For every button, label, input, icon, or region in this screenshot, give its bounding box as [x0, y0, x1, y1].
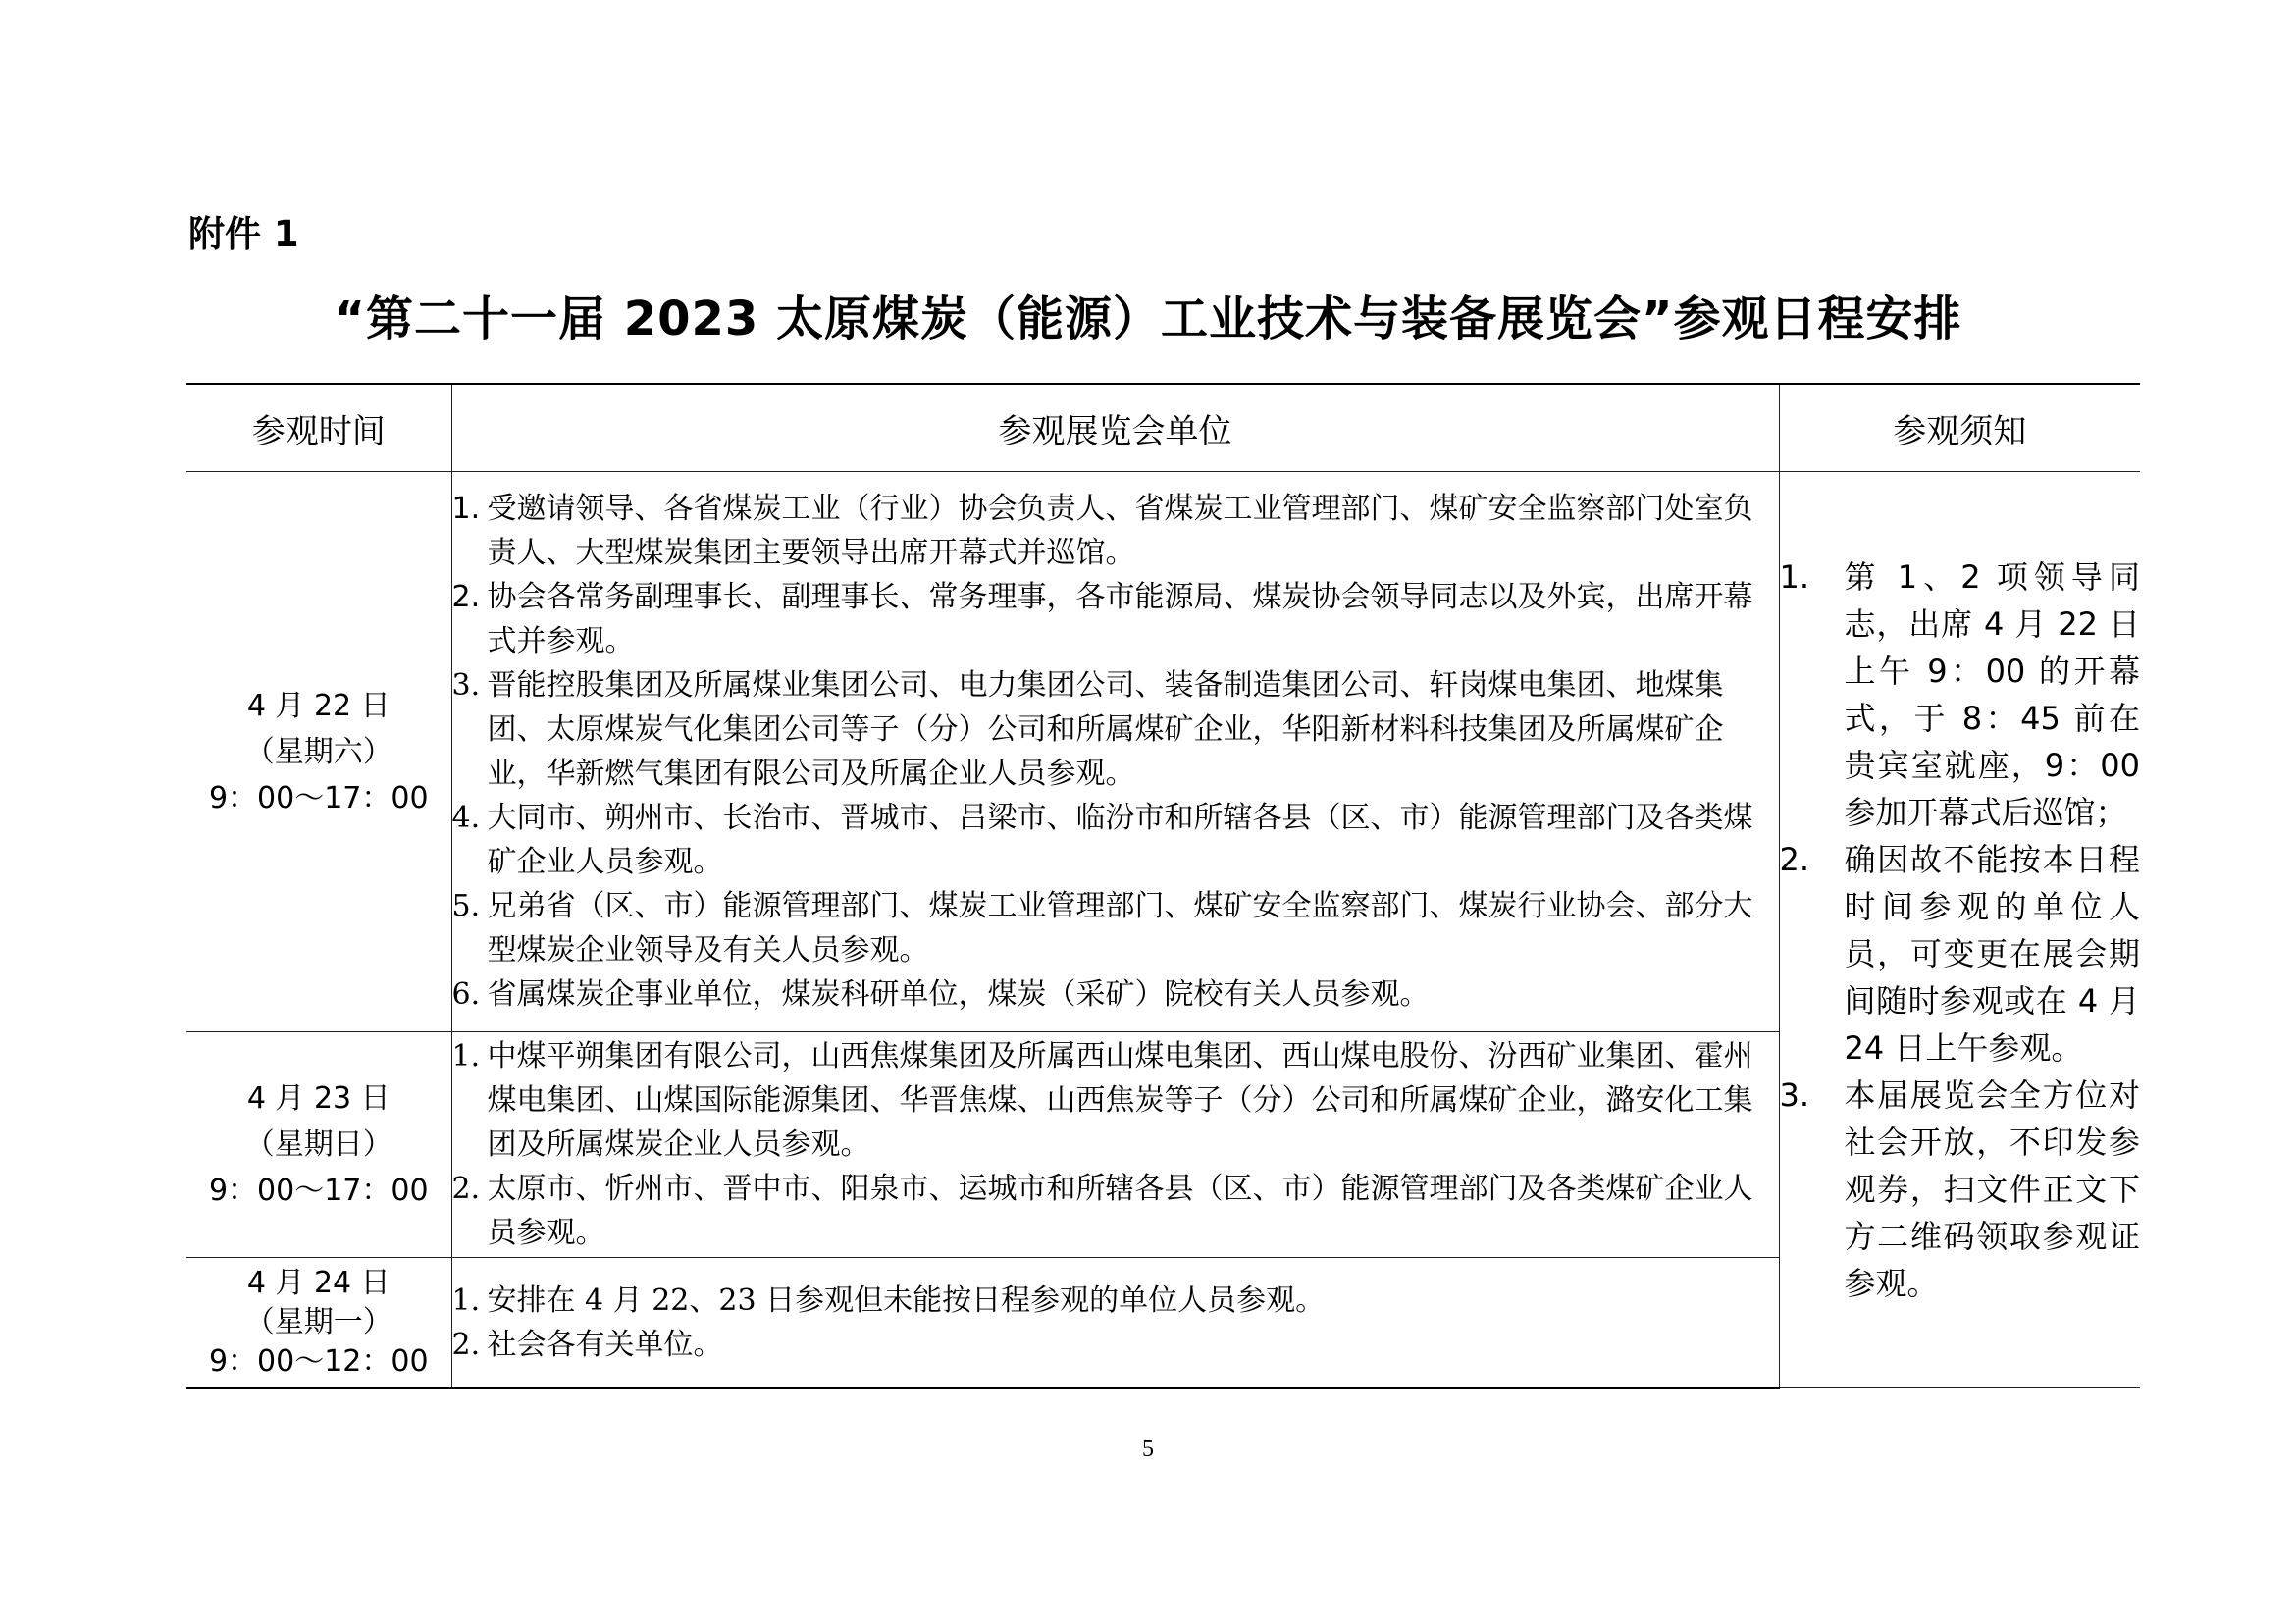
attachment-label: 附件 1: [188, 213, 299, 255]
unit-list: [452, 1279, 1779, 1367]
visit-date: 4 月 23 日: [246, 1081, 391, 1116]
notice-item: 1. 第 1、2 项领导同志，出席 4 月 22 日上午 9：00 的开幕式，于 8：45 前在贵宾室就座，9：00 参加开幕式后巡馆；: [1779, 557, 2140, 831]
page-number: 5: [1142, 1437, 1154, 1462]
units-cell: [451, 1032, 1779, 1258]
header-visit-notice: 参观须知: [1779, 384, 2140, 472]
list-item: 6. 省属煤炭企事业单位，煤炭科研单位，煤炭（采矿）院校有关人员参观。: [451, 977, 1430, 1012]
list-item: 5. 兄弟省（区、市）能源管理部门、煤炭工业管理部门、煤矿安全监察部门、煤炭行业协会、部分大型煤炭企业领导及有关人员参观。: [451, 889, 1753, 968]
list-item: 1. 受邀请领导、各省煤炭工业（行业）协会负责人、省煤炭工业管理部门、煤矿安全监察部门处室负责人、大型煤炭集团主要领导出席开幕式并巡馆。: [451, 492, 1753, 570]
units-cell: [451, 472, 1779, 1032]
time-cell: [186, 472, 451, 1032]
table-row: [186, 472, 2140, 1032]
header-visiting-units: 参观展览会单位: [451, 384, 1779, 472]
visit-hours: 9：00～17：00: [208, 1174, 429, 1208]
units-cell: [451, 1258, 1779, 1388]
list-item: 1. 中煤平朔集团有限公司，山西焦煤集团及所属西山煤电集团、西山煤电股份、汾西矿业集团、霍州煤电集团、山煤国际能源集团、华晋焦煤、山西焦炭等子（分）公司和所属煤矿企业，潞安化工集团及所属煤炭企业人员参观。: [451, 1039, 1753, 1162]
schedule-table: [186, 383, 2140, 1389]
visit-hours: 9：00～17：00: [208, 780, 429, 815]
unit-list: [452, 487, 1779, 1017]
visit-weekday: （星期六）: [244, 734, 392, 769]
header-visit-time: 参观时间: [186, 384, 451, 472]
list-item: 2. 协会各常务副理事长、副理事长、常务理事，各市能源局、煤炭协会领导同志以及外宾，出席开幕式并参观。: [451, 580, 1753, 658]
list-item: 2. 社会各有关单位。: [451, 1327, 723, 1362]
visit-weekday: （星期一）: [244, 1304, 392, 1339]
list-item: 4. 大同市、朔州市、长治市、晋城市、吕梁市、临汾市和所辖各县（区、市）能源管理部门及各类煤矿企业人员参观。: [451, 801, 1753, 879]
document-title: “第二十一届 2023 太原煤炭（能源）工业技术与装备展览会”参观日程安排: [334, 291, 1962, 346]
visit-date: 4 月 24 日: [246, 1265, 391, 1300]
list-item: 1. 安排在 4 月 22、23 日参观但未能按日程参观的单位人员参观。: [451, 1283, 1326, 1318]
notice-item: 2. 确因故不能按本日程时间参观的单位人员，可变更在展会期间随时参观或在 4 月 24 日上午参观。: [1779, 840, 2140, 1067]
time-cell: [186, 1258, 451, 1388]
list-item: 3. 晋能控股集团及所属煤业集团公司、电力集团公司、装备制造集团公司、轩岗煤电集团、地煤集团、太原煤炭气化集团公司等子（分）公司和所属煤矿企业，华阳新材料科技集团及所属煤矿企业，华新燃气集团有限公司及所属企业人员参观。: [451, 668, 1724, 791]
notice-item: 3. 本届展览会全方位对社会开放，不印发参观券，扫文件正文下方二维码领取参观证参观。: [1779, 1075, 2140, 1302]
table-header-row: [186, 384, 2140, 472]
notice-cell: [1779, 472, 2140, 1388]
time-cell: [186, 1032, 451, 1258]
notice-list: [1780, 553, 2141, 1307]
unit-list: [452, 1034, 1779, 1255]
visit-weekday: （星期日）: [244, 1127, 392, 1162]
visit-hours: 9：00～12：00: [208, 1343, 429, 1379]
list-item: 2. 太原市、忻州市、晋中市、阳泉市、运城市和所辖各县（区、市）能源管理部门及各类煤矿企业人员参观。: [451, 1172, 1753, 1250]
visit-date: 4 月 22 日: [246, 688, 391, 723]
